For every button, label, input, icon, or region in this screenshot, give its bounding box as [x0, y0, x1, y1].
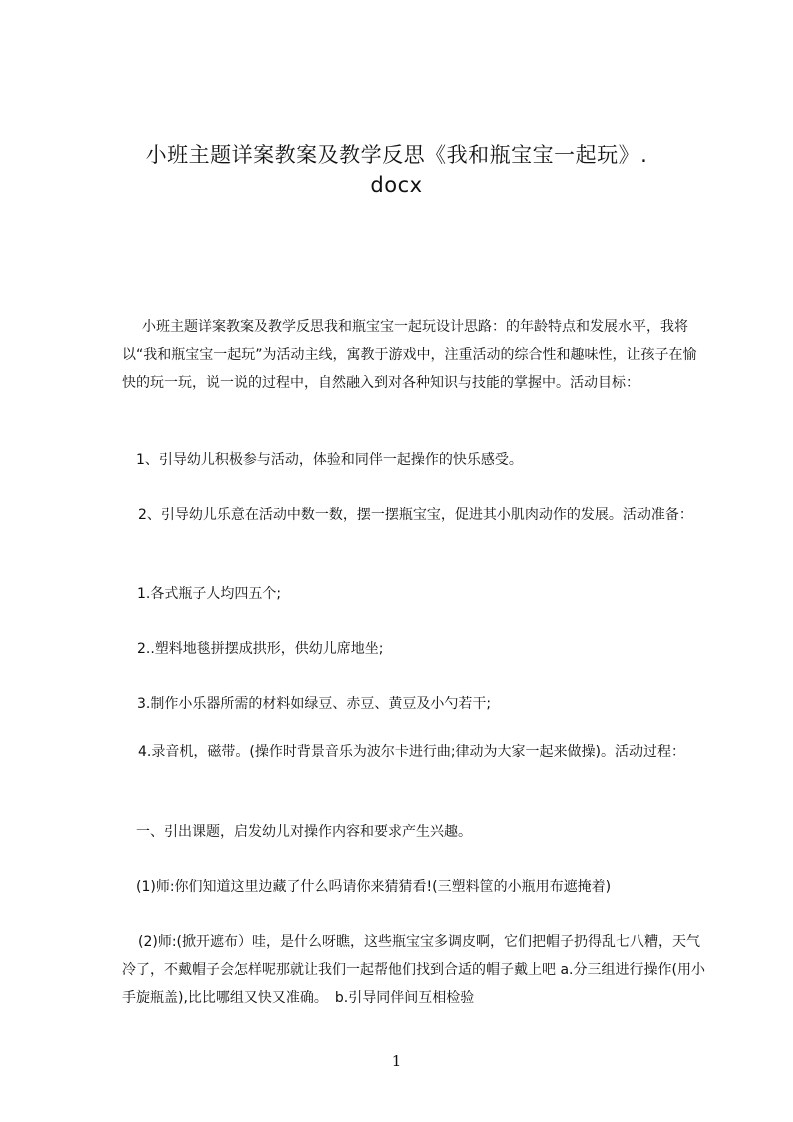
- prep-2-paragraph: 2..塑料地毯拼摆成拱形，供幼儿席地坐;: [137, 641, 384, 657]
- step-1-heading: 一、引出课题，启发幼儿对操作内容和要求产生兴趣。: [136, 824, 472, 840]
- prep-3-paragraph: 3.制作小乐器所需的材料如绿豆、赤豆、黄豆及小勺若干;: [137, 696, 492, 712]
- goal-1-paragraph: 1、引导幼儿积极参与活动，体验和同伴一起操作的快乐感受。: [136, 452, 523, 468]
- step-1-2-paragraph: (2)师:(掀开遮布）哇，是什么呀瞧，这些瓶宝宝多调皮啊，它们把帽子扔得乱七八糟，天气冷了，不戴帽子会怎样呢那就让我们一起帮他们找到合适的帽子戴上吧 a.分三组进行操作(用小手旋瓶盖),比比哪组又快又准确。 b.引导同伴间互相检验: [122, 934, 705, 1006]
- page-number: 1: [391, 1052, 402, 1070]
- document-title: [60, 140, 733, 200]
- goal-2-paragraph: 2、引导幼儿乐意在活动中数一数，摆一摆瓶宝宝，促进其小肌肉动作的发展。活动准备：: [138, 507, 693, 523]
- step-1-1-paragraph: (1)师:你们知道这里边藏了什么吗请你来猜猜看!(三塑料筐的小瓶用布遮掩着): [136, 879, 612, 895]
- intro-paragraph: 小班主题详案教案及教学反思我和瓶宝宝一起玩设计思路：的年龄特点和发展水平，我将以“我和瓶宝宝一起玩”为活动主线，寓教于游戏中，注重活动的综合性和趣味性，让孩子在愉快的玩一玩，说一说的过程中，自然融入到对各种知识与技能的掌握中。活动目标：: [122, 319, 697, 391]
- title-line-1: 小班主题详案教案及教学反思《我和瓶宝宝一起玩》.: [145, 143, 648, 167]
- prep-4-paragraph: 4.录音机，磁带。(操作时背景音乐为波尔卡进行曲;律动为大家一起来做操)。活动过程：: [138, 744, 685, 760]
- prep-1-paragraph: 1.各式瓶子人均四五个;: [137, 586, 282, 602]
- title-line-2: docx: [370, 173, 423, 197]
